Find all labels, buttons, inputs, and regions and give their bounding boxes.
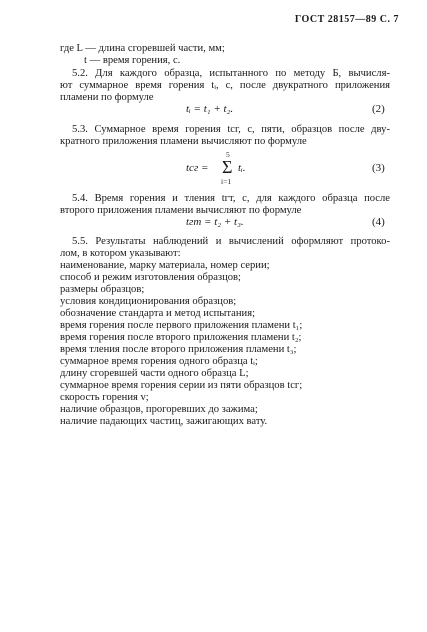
text-line: второго приложения пламени вычисляют по формуле bbox=[60, 205, 302, 216]
equation-number: (3) bbox=[372, 162, 385, 174]
list-item: время горения после первого приложения пламени t₁; bbox=[60, 320, 303, 331]
formula-3-lower-limit: i=1 bbox=[221, 177, 232, 186]
text-line: 5.5. Результаты наблюдений и вычислений оформляют протоко- bbox=[72, 236, 390, 247]
text-line: t — время горения, с. bbox=[84, 55, 181, 66]
list-item: суммарное время горения серии из пяти образцов tсг; bbox=[60, 380, 303, 391]
text-line: 5.4. Время горения и тления tгт, с, для каждого образца после bbox=[72, 193, 390, 204]
list-item: скорость горения v; bbox=[60, 392, 149, 403]
text-line: ют суммарное время горения tᵢ, с, после двукратного приложения bbox=[60, 80, 390, 91]
text-line: 5.3. Суммарное время горения tсг, с, пяти, образцов после дву- bbox=[72, 124, 390, 135]
text-line: кратного приложения пламени вычисляют по формуле bbox=[60, 136, 307, 147]
list-item: способ и режим изготовления образцов; bbox=[60, 272, 241, 283]
list-item: время тления после второго приложения пламени t₃; bbox=[60, 344, 297, 355]
list-item: обозначение стандарта и метод испытания; bbox=[60, 308, 256, 319]
text-line: где L — длина сгоревшей части, мм; bbox=[60, 43, 225, 54]
formula-3-upper-limit: 5 bbox=[226, 150, 230, 159]
equation-number: (4) bbox=[372, 216, 385, 228]
equation-number: (2) bbox=[372, 103, 385, 115]
text-line: 5.2. Для каждого образца, испытанного по методу Б, вычисля- bbox=[72, 68, 390, 79]
formula-3-rhs: tᵢ. bbox=[238, 162, 246, 174]
list-item: время горения после второго приложения пламени t₂; bbox=[60, 332, 302, 343]
text-line: лом, в котором указывают: bbox=[60, 248, 181, 259]
page-header: ГОСТ 28157—89 С. 7 bbox=[294, 14, 399, 25]
list-item: наименование, марку материала, номер серии; bbox=[60, 260, 270, 271]
list-item: условия кондиционирования образцов; bbox=[60, 296, 237, 307]
formula-2: tᵢ = t₁ + t₂. bbox=[186, 103, 234, 115]
formula-3-sum-sign: Σ bbox=[222, 157, 233, 177]
list-item: суммарное время горения одного образца tᵢ; bbox=[60, 356, 258, 367]
list-item: наличие образцов, прогоревших до зажима; bbox=[60, 404, 258, 415]
text-line: пламени по формуле bbox=[60, 92, 154, 103]
formula-4: tгт = t₂ + t₃. bbox=[186, 216, 244, 228]
list-item: длину сгоревшей части одного образца L; bbox=[60, 368, 249, 379]
formula-3-lhs: tсг = bbox=[186, 162, 209, 174]
list-item: наличие падающих частиц, зажигающих вату. bbox=[60, 416, 268, 427]
list-item: размеры образцов; bbox=[60, 284, 145, 295]
